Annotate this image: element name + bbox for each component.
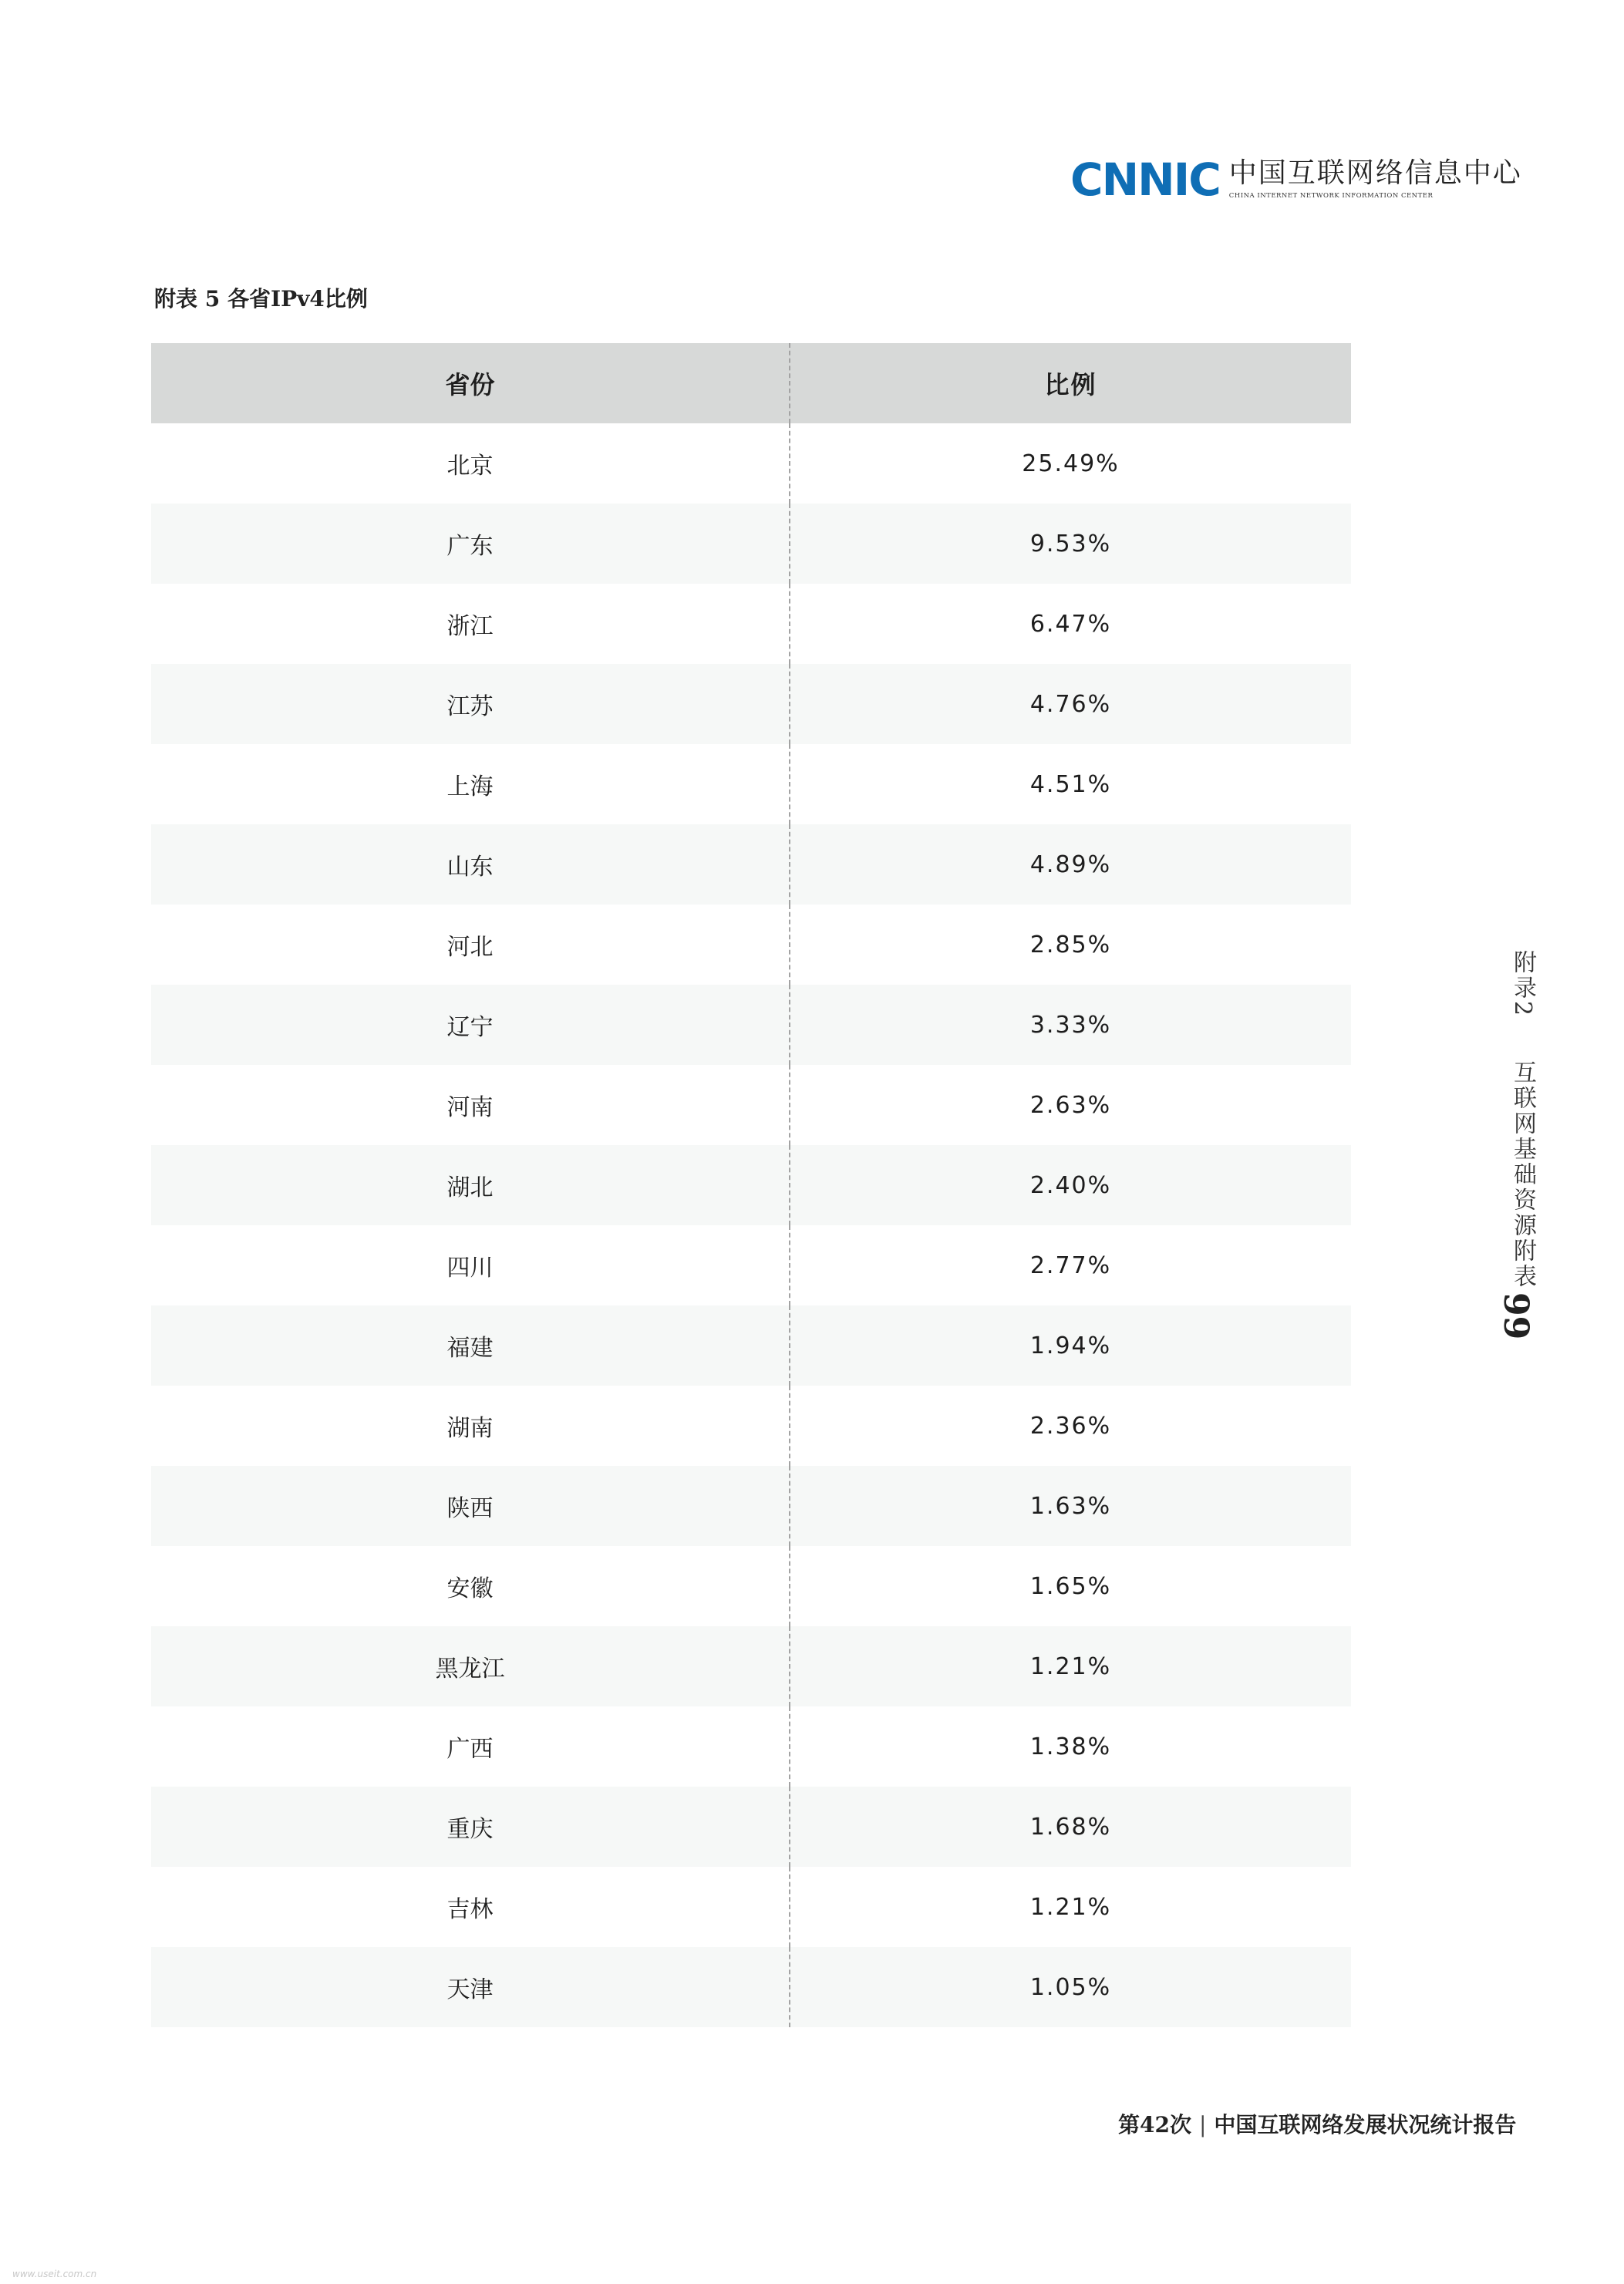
ratio-cell: 4.51%: [1029, 770, 1112, 798]
province-cell: 江苏: [151, 664, 790, 744]
table-row: [151, 504, 1351, 584]
province-cell: 湖北: [151, 1145, 790, 1225]
logo-chinese-name: 中国互联网络信息中心: [1228, 157, 1522, 189]
cnnic-logo: [1070, 153, 1522, 206]
logo-english-name: CHINA INTERNET NETWORK INFORMATION CENTER: [1228, 192, 1434, 200]
table-row: [151, 1867, 1351, 1947]
province-cell: 山东: [151, 824, 790, 905]
province-cell: 安徽: [151, 1546, 790, 1626]
report-issue: 第42次: [1118, 2112, 1191, 2137]
watermark: www.useit.com.cn: [12, 2269, 97, 2279]
province-cell: 辽宁: [151, 985, 790, 1065]
table-row: [151, 1145, 1351, 1225]
ratio-cell: 1.38%: [1029, 1733, 1112, 1760]
column-header-province: 省份: [151, 343, 790, 423]
ratio-cell: 3.33%: [1029, 1011, 1112, 1039]
table-row: [151, 1225, 1351, 1305]
ratio-cell: 25.49%: [1022, 450, 1120, 477]
ratio-cell: 1.05%: [1029, 1973, 1112, 2001]
province-cell: 河北: [151, 905, 790, 985]
ratio-cell: 2.63%: [1029, 1091, 1112, 1119]
ratio-cell: 1.21%: [1029, 1652, 1112, 1680]
province-cell: 吉林: [151, 1867, 790, 1947]
appendix-title: 互联网基础资源附表: [1509, 1060, 1536, 1290]
ratio-cell: 1.65%: [1029, 1572, 1112, 1600]
table-row: [151, 985, 1351, 1065]
ipv4-ratio-table: [151, 343, 1351, 2027]
ratio-cell: 1.94%: [1029, 1332, 1112, 1359]
ratio-cell: 1.68%: [1029, 1813, 1112, 1841]
province-cell: 黑龙江: [151, 1626, 790, 1706]
ratio-cell: 4.89%: [1029, 851, 1112, 878]
ratio-cell: 2.85%: [1029, 931, 1112, 958]
province-cell: 天津: [151, 1947, 790, 2027]
table-row: [151, 1706, 1351, 1787]
province-cell: 湖南: [151, 1386, 790, 1466]
province-cell: 浙江: [151, 584, 790, 664]
table-row: [151, 423, 1351, 504]
ratio-cell: 2.77%: [1029, 1251, 1112, 1279]
logo-mark: CNNIC: [1070, 153, 1220, 206]
ratio-cell: 1.21%: [1029, 1893, 1112, 1921]
ratio-cell: 6.47%: [1029, 610, 1112, 638]
appendix-section: 附录2: [1509, 950, 1536, 1019]
table-row: [151, 1065, 1351, 1145]
table-row: [151, 1947, 1351, 2027]
appendix-side-label: [1505, 950, 1539, 1289]
province-cell: 陕西: [151, 1466, 790, 1546]
table-row: [151, 905, 1351, 985]
table-row: [151, 1386, 1351, 1466]
logo-text: [1228, 157, 1522, 200]
table-row: [151, 664, 1351, 744]
page-number: 99: [1496, 1292, 1535, 1340]
table-row: [151, 1546, 1351, 1626]
ratio-cell: 1.63%: [1029, 1492, 1112, 1520]
table-row: [151, 1626, 1351, 1706]
province-cell: 四川: [151, 1225, 790, 1305]
page-footer: [1118, 2108, 1516, 2139]
table-row: [151, 1787, 1351, 1867]
province-cell: 广东: [151, 504, 790, 584]
province-cell: 上海: [151, 744, 790, 824]
column-header-ratio: 比例: [1044, 370, 1097, 399]
report-title: 中国互联网络发展状况统计报告: [1214, 2112, 1517, 2137]
footer-divider: |: [1198, 2112, 1207, 2137]
ratio-cell: 2.36%: [1029, 1412, 1112, 1440]
table-header-row: [151, 343, 1351, 423]
table-row: [151, 584, 1351, 664]
province-cell: 北京: [151, 423, 790, 504]
table-row: [151, 1305, 1351, 1386]
ratio-cell: 4.76%: [1029, 690, 1112, 718]
table-row: [151, 744, 1351, 824]
province-cell: 广西: [151, 1706, 790, 1787]
ratio-cell: 2.40%: [1029, 1171, 1112, 1199]
table-row: [151, 1466, 1351, 1546]
table-caption: 附表 5 各省IPv4比例: [154, 286, 368, 312]
table-row: [151, 824, 1351, 905]
province-cell: 重庆: [151, 1787, 790, 1867]
province-cell: 福建: [151, 1305, 790, 1386]
ratio-cell: 9.53%: [1029, 530, 1112, 558]
province-cell: 河南: [151, 1065, 790, 1145]
